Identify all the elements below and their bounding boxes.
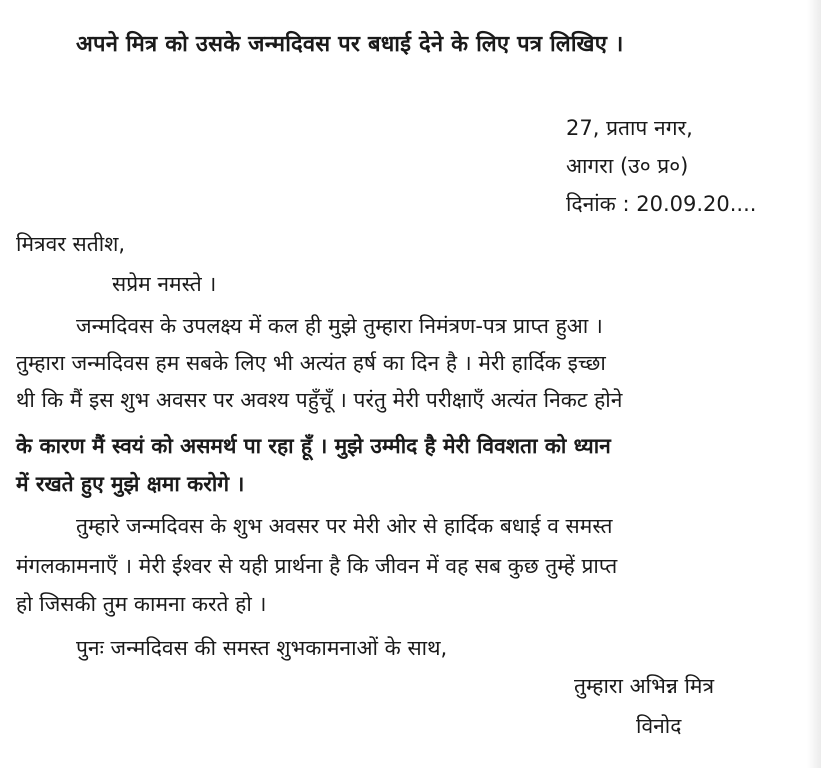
body-paragraph-1-line-5: में रखते हुए मुझे क्षमा करोगे । [16,472,245,496]
body-paragraph-2-line-3: हो जिसकी तुम कामना करते हो । [16,592,267,616]
sender-address-line-1: 27, प्रताप नगर, [566,116,693,140]
letter-title: अपने मित्र को उसके जन्मदिवस पर बधाई देने के लिए पत्र लिखिए । [76,32,624,57]
greeting: सप्रेम नमस्ते । [112,272,217,296]
body-paragraph-3: पुनः जन्मदिवस की समस्त शुभकामनाओं के साथ, [76,636,448,660]
letter-date: दिनांक : 20.09.20.... [566,192,757,216]
sender-address-line-2: आगरा (उ० प्र०) [566,154,689,178]
body-paragraph-1-line-3: थी कि मैं इस शुभ अवसर पर अवश्य पहुँचूँ । परंतु मेरी परीक्षाएँ अत्यंत निकट होने [16,388,623,412]
signature-name: विनोद [636,714,682,738]
body-paragraph-1-line-2: तुम्हारा जन्मदिवस हम सबके लिए भी अत्यंत हर्ष का दिन है । मेरी हार्दिक इच्छा [16,351,606,375]
body-paragraph-2-line-1: तुम्हारे जन्मदिवस के शुभ अवसर पर मेरी ओर से हार्दिक बधाई व समस्त [76,514,613,538]
closing-line: तुम्हारा अभिन्न मित्र [574,674,715,698]
body-paragraph-1-line-1: जन्मदिवस के उपलक्ष्य में कल ही मुझे तुम्हारा निमंत्रण-पत्र प्राप्त हुआ । [76,314,603,338]
body-paragraph-1-line-4: के कारण मैं स्वयं को असमर्थ पा रहा हूँ । मुझे उम्मीद है मेरी विवशता को ध्यान [16,434,611,458]
page-edge-shadow [807,0,821,768]
body-paragraph-2-line-2: मंगलकामनाएँ । मेरी ईश्वर से यही प्रार्थना है कि जीवन में वह सब कुछ तुम्हें प्राप्त [16,554,618,578]
salutation: मित्रवर सतीश, [16,232,126,256]
